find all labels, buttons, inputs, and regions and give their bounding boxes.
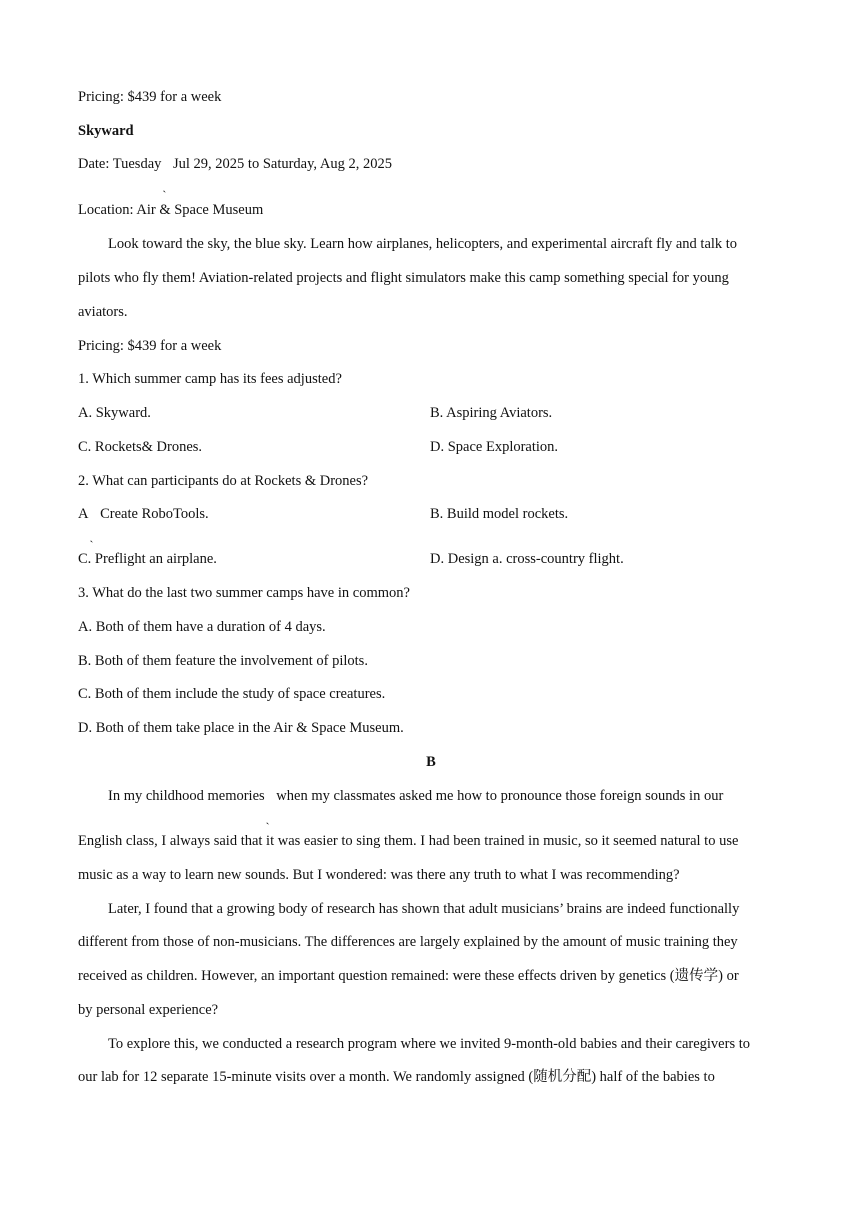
- passage-b-p2-line-3: received as children. However, an important question remained: were these effects driven by genetics (遗传学) or: [78, 968, 739, 984]
- question-2-option-b: B. Build model rockets.: [430, 506, 569, 522]
- passage-b-p1-line-2: English class, I always said that it was easier to sing them. I had been trained in music, so it seemed natural to use: [78, 833, 739, 849]
- passage-b-p2-line-1: Later, I found that a growing body of research has shown that adult musicians’ brains are indeed functionally: [108, 901, 740, 917]
- question-3-option-b: B. Both of them feature the involvement of pilots.: [78, 653, 368, 669]
- camp-location: Location: Air & Space Museum: [78, 202, 264, 218]
- camp-description-line-2: pilots who fly them! Aviation-related projects and flight simulators make this camp something special for young: [78, 270, 729, 286]
- section-heading-b: B: [426, 754, 436, 770]
- question-1-option-c: C. Rockets& Drones.: [78, 439, 203, 455]
- question-3-option-a: A. Both of them have a duration of 4 days.: [78, 619, 326, 635]
- option-a-text: Create RoboTools.: [100, 506, 209, 522]
- camp-date-line: [78, 154, 392, 174]
- date-rest: Jul 29, 2025 to Saturday, Aug 2, 2025: [173, 156, 392, 172]
- question-2-stem: 2. What can participants do at Rockets & Drones?: [78, 473, 369, 489]
- question-1-stem: 1. Which summer camp has its fees adjusted?: [78, 371, 342, 387]
- p1-line-1-start: In my childhood memories: [108, 788, 265, 804]
- p1-line-1-end: when my classmates asked me how to pronounce those foreign sounds in our: [276, 788, 724, 804]
- question-1-option-a: A. Skyward.: [78, 405, 151, 421]
- passage-b-p3-line-1: To explore this, we conducted a research program where we invited 9-month-old babies and their caregivers to: [108, 1036, 750, 1052]
- question-2-option-a: [78, 504, 209, 524]
- camp-description-line-1: Look toward the sky, the blue sky. Learn how airplanes, helicopters, and experimental aircraft fly and talk to: [108, 236, 738, 252]
- question-1-option-b: B. Aspiring Aviators.: [430, 405, 553, 421]
- question-3-stem: 3. What do the last two summer camps have in common?: [78, 585, 410, 601]
- camp-name-skyward: Skyward: [78, 123, 134, 139]
- pricing-line-previous-camp: Pricing: $439 for a week: [78, 89, 222, 105]
- camp-description-line-3: aviators.: [78, 304, 128, 320]
- date-prefix: Date: Tuesday: [78, 156, 162, 172]
- question-1-option-d: D. Space Exploration.: [430, 439, 559, 455]
- question-3-option-d: D. Both of them take place in the Air & Space Museum.: [78, 720, 404, 736]
- question-2-option-d: D. Design a. cross-country flight.: [430, 551, 624, 567]
- camp-pricing: Pricing: $439 for a week: [78, 338, 222, 354]
- passage-b-p3-line-2: our lab for 12 separate 15-minute visits over a month. We randomly assigned (随机分配) half of the babies to: [78, 1069, 715, 1085]
- passage-b-p1-line-3: music as a way to learn new sounds. But I wondered: was there any truth to what I was recommending?: [78, 867, 680, 883]
- passage-b-p2-line-4: by personal experience?: [78, 1002, 219, 1018]
- question-3-option-c: C. Both of them include the study of space creatures.: [78, 686, 386, 702]
- question-2-option-c: C. Preflight an airplane.: [78, 551, 217, 567]
- option-a-letter: A: [78, 506, 89, 522]
- passage-b-p2-line-2: different from those of non-musicians. The differences are largely explained by the amount of music training they: [78, 934, 738, 950]
- passage-b-p1-line-1: [108, 786, 723, 806]
